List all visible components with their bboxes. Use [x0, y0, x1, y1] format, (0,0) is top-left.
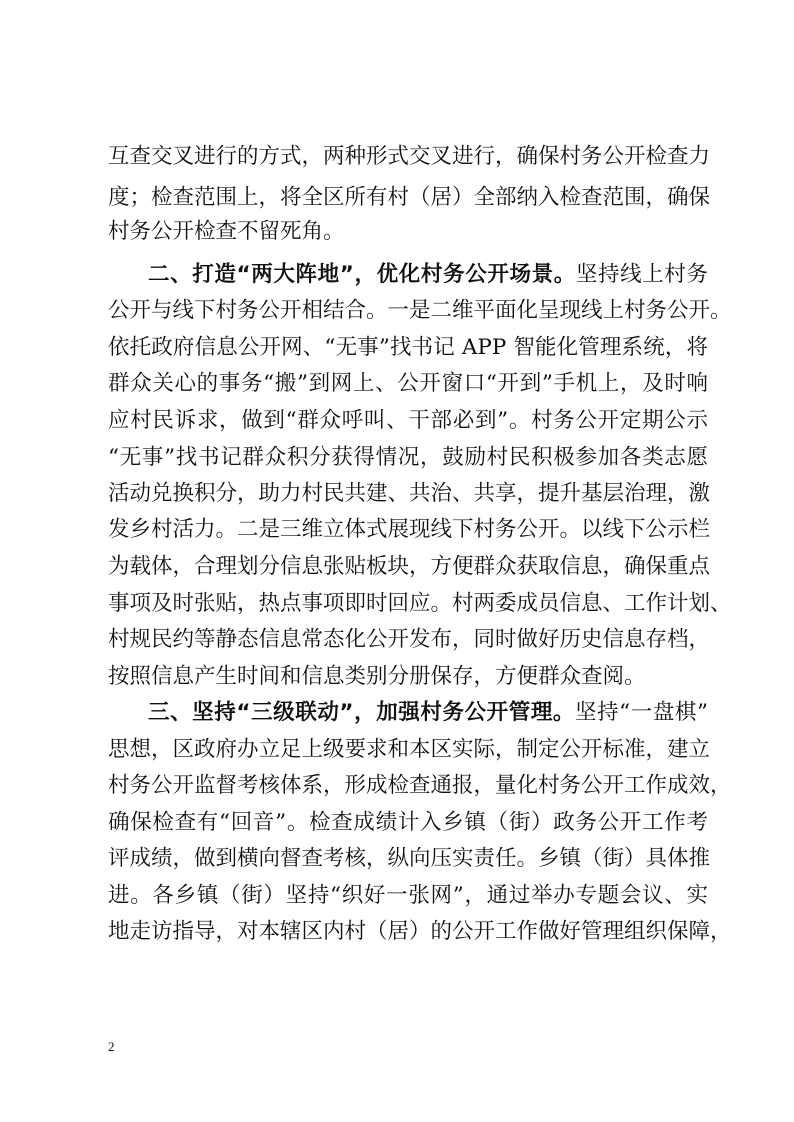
body-line-15: 按照信息产生时间和信息类别分册保存，方便群众查阅。	[108, 664, 646, 689]
body-line-10: 活动兑换积分，助力村民共建、共治、共享，提升基层治理，激	[108, 481, 711, 506]
body-line-21: 进。各乡镇（街）坚持“织好一张网”，通过举办专题会议、实	[108, 883, 708, 908]
body-line-17: 思想，区政府办立足上级要求和本区实际，制定公开标准，建立	[108, 737, 711, 762]
section-three-heading: 三、坚持“三级联动”，加强村务公开管理。	[148, 700, 575, 725]
section-two-heading-line	[148, 257, 708, 293]
body-line-11: 发乡村活力。二是三维立体式展现线下村务公开。以线下公示栏	[108, 517, 711, 542]
body-line-7: 群众关心的事务“搬”到网上、公开窗口“开到”手机上，及时响	[108, 371, 708, 396]
body-line-19: 确保检查有“回音”。检查成绩计入乡镇（街）政务公开工作考	[108, 810, 708, 835]
body-line-20: 评成绩，做到横向督查考核，纵向压实责任。乡镇（街）具体推	[108, 846, 711, 871]
body-line-22: 地走访指导，对本辖区内村（居）的公开工作做好管理组织保障，	[108, 919, 732, 944]
body-line-5: 公开与线下村务公开相结合。一是二维平面化呈现线上村务公开。	[108, 298, 732, 323]
body-line-6: 依托政府信息公开网、“无事”找书记 APP 智能化管理系统，将	[108, 335, 708, 360]
section-three-heading-line	[148, 695, 708, 731]
body-line-12: 为载体，合理划分信息张贴板块，方便群众获取信息，确保重点	[108, 554, 711, 579]
section-three-lead: 坚持“一盘棋”	[575, 700, 709, 725]
body-line-1: 互查交叉进行的方式，两种形式交叉进行，确保村务公开检查力	[108, 144, 711, 169]
body-line-2: 度；检查范围上，将全区所有村（居）全部纳入检查范围，确保	[108, 185, 711, 210]
section-two-heading: 二、打造“两大阵地”，优化村务公开场景。	[148, 262, 576, 287]
body-line-9: “无事”找书记群众积分获得情况，鼓励村民积极参加各类志愿	[108, 445, 708, 470]
section-two-lead: 坚持线上村务	[575, 262, 708, 287]
body-line-8: 应村民诉求，做到“群众呼叫、干部必到”。村务公开定期公示	[108, 408, 708, 433]
body-line-13: 事项及时张贴，热点事项即时回应。村两委成员信息、工作计划、	[108, 591, 732, 616]
body-line-14: 村规民约等静态信息常态化公开发布，同时做好历史信息存档，	[108, 627, 711, 652]
page-number: 2	[108, 1039, 115, 1054]
body-line-3: 村务公开检查不留死角。	[108, 219, 345, 244]
body-line-18: 村务公开监督考核体系，形成检查通报，量化村务公开工作成效，	[108, 773, 732, 798]
